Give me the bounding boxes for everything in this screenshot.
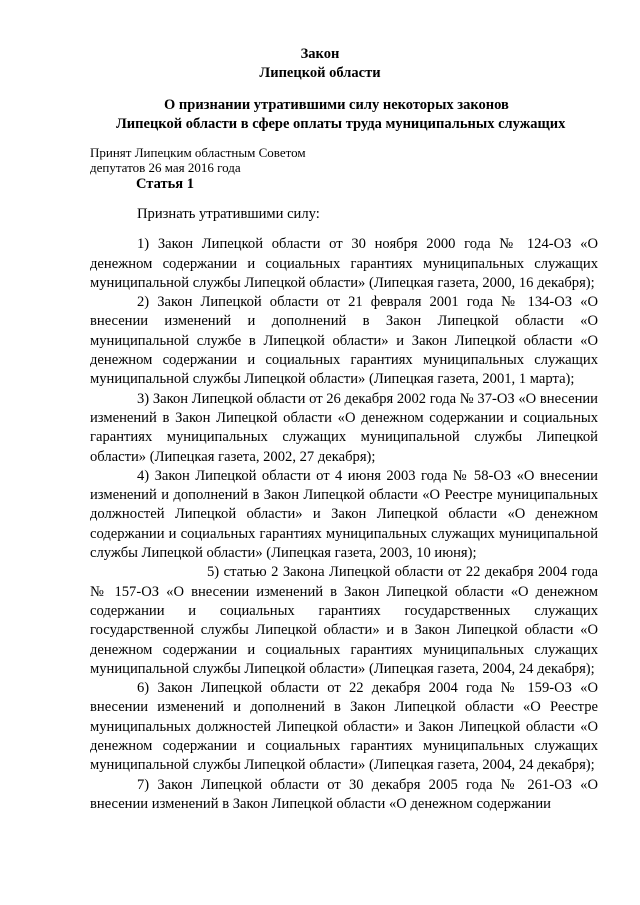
list-item: 5) статью 2 Закона Липецкой области от 22 декабря 2004 года № 157-ОЗ «О внесении изменений в Закон Липецкой области «О денежном содержании и социальных гарантиях государственных служащих государственной службы Липецкой области» и в Закон Липецкой области «О денежном содержании и социальных гарантиях муниципальных служащих муниципальной службы Липецкой области» (Липецкая газета, 2004, 24 декабря); xyxy=(90,564,598,677)
adoption-line-1: Принят Липецким областным Советом xyxy=(90,145,306,160)
list-item: 4) Закон Липецкой области от 4 июня 2003 года № 58-ОЗ «О внесении изменений и дополнений в Закон Липецкой области «О Реестре муниципальных должностей Липецкой области» и Закон Липецкой области «О денежном содержании и социальных гарантиях муниципальных служащих муниципальной службы Липецкой области» (Липецкая газета, 2003, 10 июня); xyxy=(90,467,598,562)
list-item: 2) Закон Липецкой области от 21 февраля 2001 года № 134-ОЗ «О внесении изменений и дополнений в Закон Липецкой области «О муниципальной службе в Липецкой области» и Закон Липецкой области «О денежном содержании и социальных гарантиях муниципальных служащих муниципальной службы Липецкой области» (Липецкая газета, 2001, 1 марта); xyxy=(90,294,598,388)
article-body xyxy=(90,205,598,814)
list-item: 1) Закон Липецкой области от 30 ноября 2000 года № 124-ОЗ «О денежном содержании и социальных гарантиях муниципальных служащих муниципальной службы Липецкой области» (Липецкая газета, 2000, 16 декабря); xyxy=(90,236,598,291)
subtitle-line-2: Липецкой области в сфере оплаты труда муниципальных служащих xyxy=(116,116,566,132)
region-heading: Липецкой области xyxy=(259,65,381,81)
list-item: 6) Закон Липецкой области от 22 декабря 2004 года № 159-ОЗ «О внесении изменений и дополнений в Закон Липецкой области «О Реестре муниципальных должностей Липецкой области» и Закон Липецкой области «О денежном содержании и социальных гарантиях муниципальных служащих муниципальной службы Липецкой области» (Липецкая газета, 2004, 24 декабря); xyxy=(90,680,598,774)
list-item: 7) Закон Липецкой области от 30 декабря 2005 года № 261-ОЗ «О внесении изменений в Закон Липецкой области «О денежном содержании xyxy=(90,776,598,812)
list-item: 3) Закон Липецкой области от 26 декабря 2002 года № 37-ОЗ «О внесении изменений в Закон Липецкой области «О денежном содержании и социальных гарантиях муниципальных служащих муниципальной службы Липецкой области» (Липецкая газета, 2002, 27 декабря); xyxy=(90,390,598,465)
lead-text: Признать утратившими силу: xyxy=(137,206,320,222)
subtitle-line-1: О признании утратившими силу некоторых законов xyxy=(164,97,509,113)
article-heading: Статья 1 xyxy=(136,176,194,192)
adoption-line-2: депутатов 26 мая 2016 года xyxy=(90,159,241,175)
law-heading: Закон xyxy=(300,46,340,62)
adoption-note xyxy=(90,146,306,175)
document-header xyxy=(0,45,640,83)
